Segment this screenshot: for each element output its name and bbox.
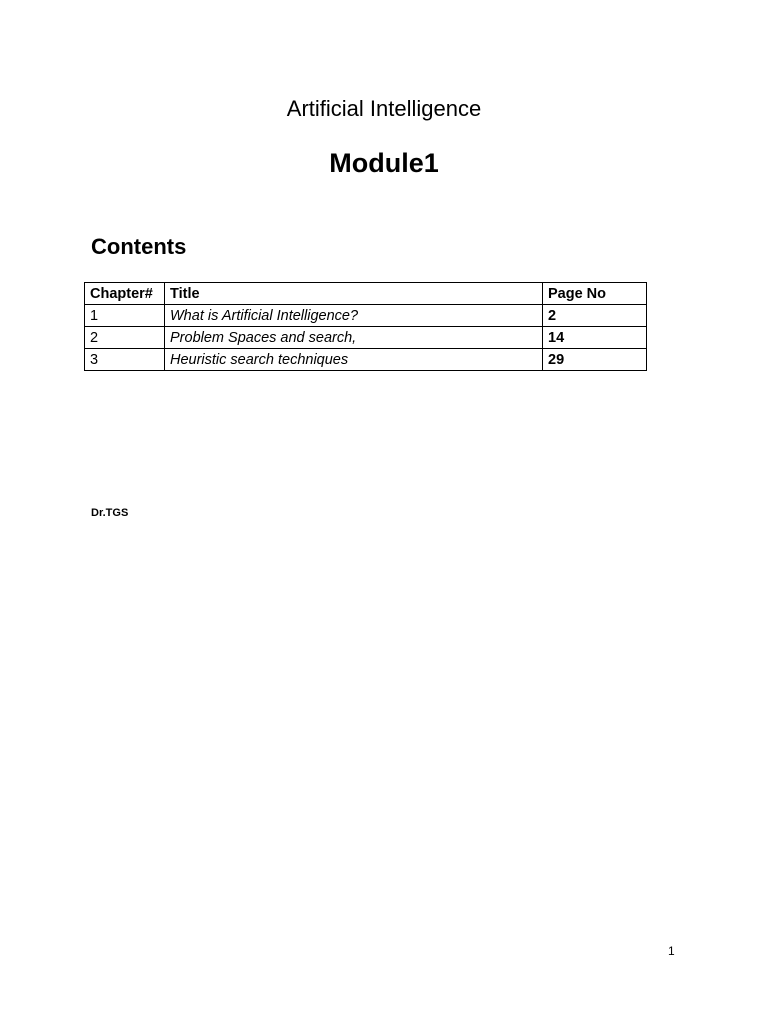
cell-chapter: 3	[85, 349, 165, 371]
cell-title: What is Artificial Intelligence?	[165, 305, 543, 327]
module-title: Module1	[329, 148, 439, 178]
table-row	[85, 327, 647, 349]
cell-title: Problem Spaces and search,	[165, 327, 543, 349]
header-title: Title	[165, 283, 543, 305]
cell-page-no: 29	[543, 349, 647, 371]
cell-chapter: 1	[85, 305, 165, 327]
page-number: 1	[668, 944, 675, 958]
table-row	[85, 305, 647, 327]
author-name: Dr.TGS	[91, 507, 129, 519]
cell-chapter: 2	[85, 327, 165, 349]
header-page-no: Page No	[543, 283, 647, 305]
cell-page-no: 14	[543, 327, 647, 349]
table-row	[85, 349, 647, 371]
contents-heading: Contents	[91, 234, 187, 259]
document-title: Artificial Intelligence	[286, 96, 482, 121]
table-header-row	[85, 283, 647, 305]
cell-page-no: 2	[543, 305, 647, 327]
header-chapter: Chapter#	[85, 283, 165, 305]
table-of-contents	[84, 282, 647, 371]
cell-title: Heuristic search techniques	[165, 349, 543, 371]
